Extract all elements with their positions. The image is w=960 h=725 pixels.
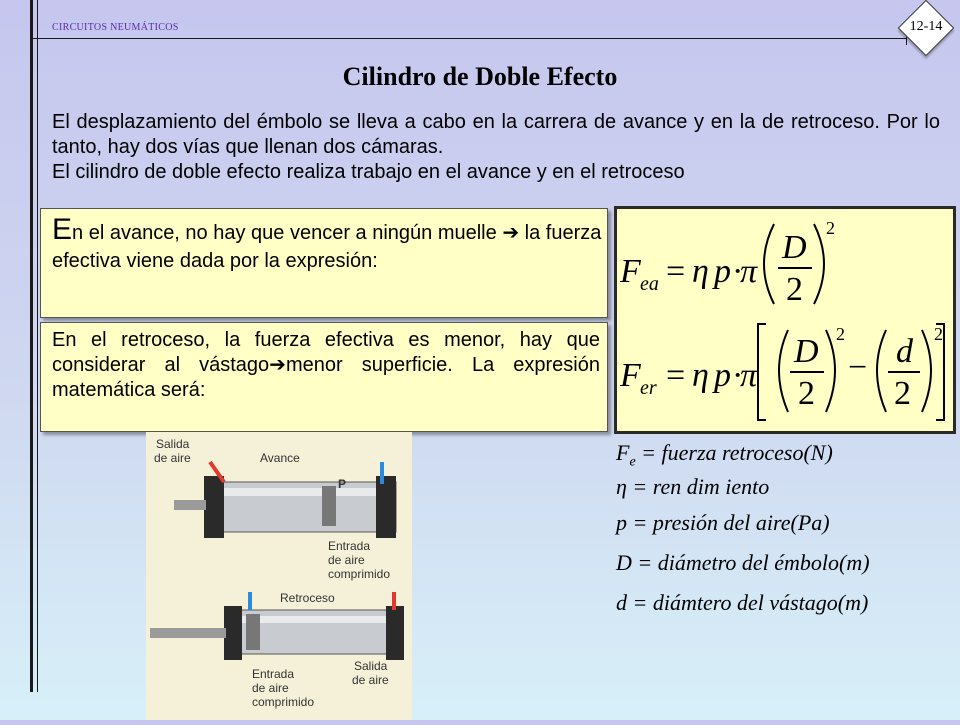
header-rule-left — [30, 33, 31, 45]
fer-d: d — [896, 333, 913, 370]
fer-D: D — [794, 333, 819, 370]
fer-F: F — [620, 357, 641, 394]
fer-exp-1: 2 — [836, 324, 845, 344]
fea-two: 2 — [786, 271, 803, 308]
fer-left-paren-2 — [877, 330, 886, 412]
intro-paragraph-1: El desplazamiento del émbolo se lleva a cabo en la carrera de avance y en la de retroceso. Por lo tanto, hay dos vías que llenan dos cámaras. — [52, 111, 940, 158]
cylinder-top-endcap-right — [376, 476, 396, 538]
retroceso-text-2: menor superficie. La expresión matemática será: — [52, 354, 600, 401]
intro-text — [52, 110, 940, 185]
entrada-bottom-line3: comprimido — [252, 695, 315, 709]
piston-top — [322, 486, 336, 526]
salida-top-line2: de aire — [154, 451, 191, 465]
piston-marker: P — [338, 477, 347, 491]
avance-text — [52, 213, 602, 275]
right-arrow-icon: ➔ — [502, 222, 520, 244]
legend-item-eta: η = ren dim iento — [616, 474, 770, 499]
salida-bottom-line1: Salida — [354, 659, 388, 673]
entrada-bottom-line1: Entrada — [252, 667, 295, 681]
fer-sub: er — [640, 377, 657, 399]
legend-item-p: p = presión del aire(Pa) — [616, 510, 830, 535]
fea-pi: π — [740, 253, 758, 290]
retroceso-text-1: En el retroceso, la fuerza efectiva es menor, hay que considerar al vástago — [52, 329, 600, 376]
piston-bottom — [246, 614, 260, 650]
entrada-top-line2: de aire — [328, 553, 365, 567]
header-rule — [30, 38, 906, 39]
fer-left-bracket — [758, 324, 766, 420]
fea-D: D — [782, 229, 807, 266]
legend-item-d: d = diámtero del vástago(m) — [616, 590, 869, 615]
retroceso-text — [52, 328, 600, 403]
rod-bottom — [150, 628, 226, 638]
fea-equals: = — [666, 253, 686, 290]
fer-p: p — [714, 357, 731, 394]
cylinder-illustration — [146, 432, 412, 720]
fea-p: p — [714, 253, 731, 290]
page-title: Cilindro de Doble Efecto — [342, 62, 618, 91]
fer-two-1: 2 — [798, 375, 815, 412]
fer-right-paren-1 — [826, 330, 835, 412]
left-rule-thin — [37, 0, 38, 692]
fer-eta: η — [692, 357, 709, 394]
legend-item-fe: $F_e$ = fuerza retroceso(N) — [616, 440, 833, 470]
fer-left-paren-1 — [779, 330, 788, 412]
fea-F: F — [620, 253, 641, 290]
avance-text-1: n el avance, no hay que vencer a ningún muelle — [72, 222, 497, 244]
legend-item-D: D = diámetro del émbolo(m) — [616, 550, 870, 575]
formula-svg — [614, 206, 956, 434]
right-arrow-icon: ➔ — [269, 354, 286, 376]
entrada-bottom-line2: de aire — [252, 681, 289, 695]
left-rule-thick — [30, 0, 33, 692]
fea-left-paren — [764, 224, 774, 304]
fer-equals: = — [666, 357, 686, 394]
intro-paragraph-2: El cilindro de doble efecto realiza trabajo en el avance y en el retroceso — [52, 161, 685, 183]
fer-exp-2: 2 — [934, 324, 943, 344]
fer-right-paren-2 — [922, 330, 931, 412]
rod-top — [174, 500, 206, 510]
cylinder-top-highlight — [216, 488, 386, 496]
slide-number: 12-14 — [909, 19, 943, 34]
cylinder-top-endcap-left — [204, 476, 224, 538]
retroceso-label: Retroceso — [280, 591, 335, 605]
fea-right-paren — [814, 224, 824, 304]
fer-pi: π — [740, 357, 758, 394]
entrada-top-line3: comprimido — [328, 567, 391, 581]
section-label: CIRCUITOS NEUMÁTICOS — [52, 22, 179, 33]
slide-number-badge — [898, 0, 954, 56]
salida-bottom-line2: de aire — [352, 673, 389, 687]
cylinder-bottom-endcap-right — [386, 606, 404, 660]
avance-label: Avance — [260, 451, 300, 465]
entrada-top-line1: Entrada — [328, 539, 371, 553]
fea-sub: ea — [640, 273, 659, 295]
avance-text-2: la fuerza efectiva viene dada por la expresión: — [52, 222, 602, 272]
fer-two-2: 2 — [894, 375, 911, 412]
drop-cap: E — [52, 213, 73, 246]
fer-minus: − — [848, 349, 868, 386]
fea-eta: η — [692, 253, 709, 290]
cylinder-drawing — [146, 432, 412, 720]
fer-dot: · — [732, 357, 744, 394]
salida-top-line1: Salida — [156, 437, 190, 451]
fea-exp: 2 — [826, 218, 835, 238]
fea-dot: · — [732, 253, 744, 290]
cylinder-bottom-endcap-left — [224, 606, 242, 660]
